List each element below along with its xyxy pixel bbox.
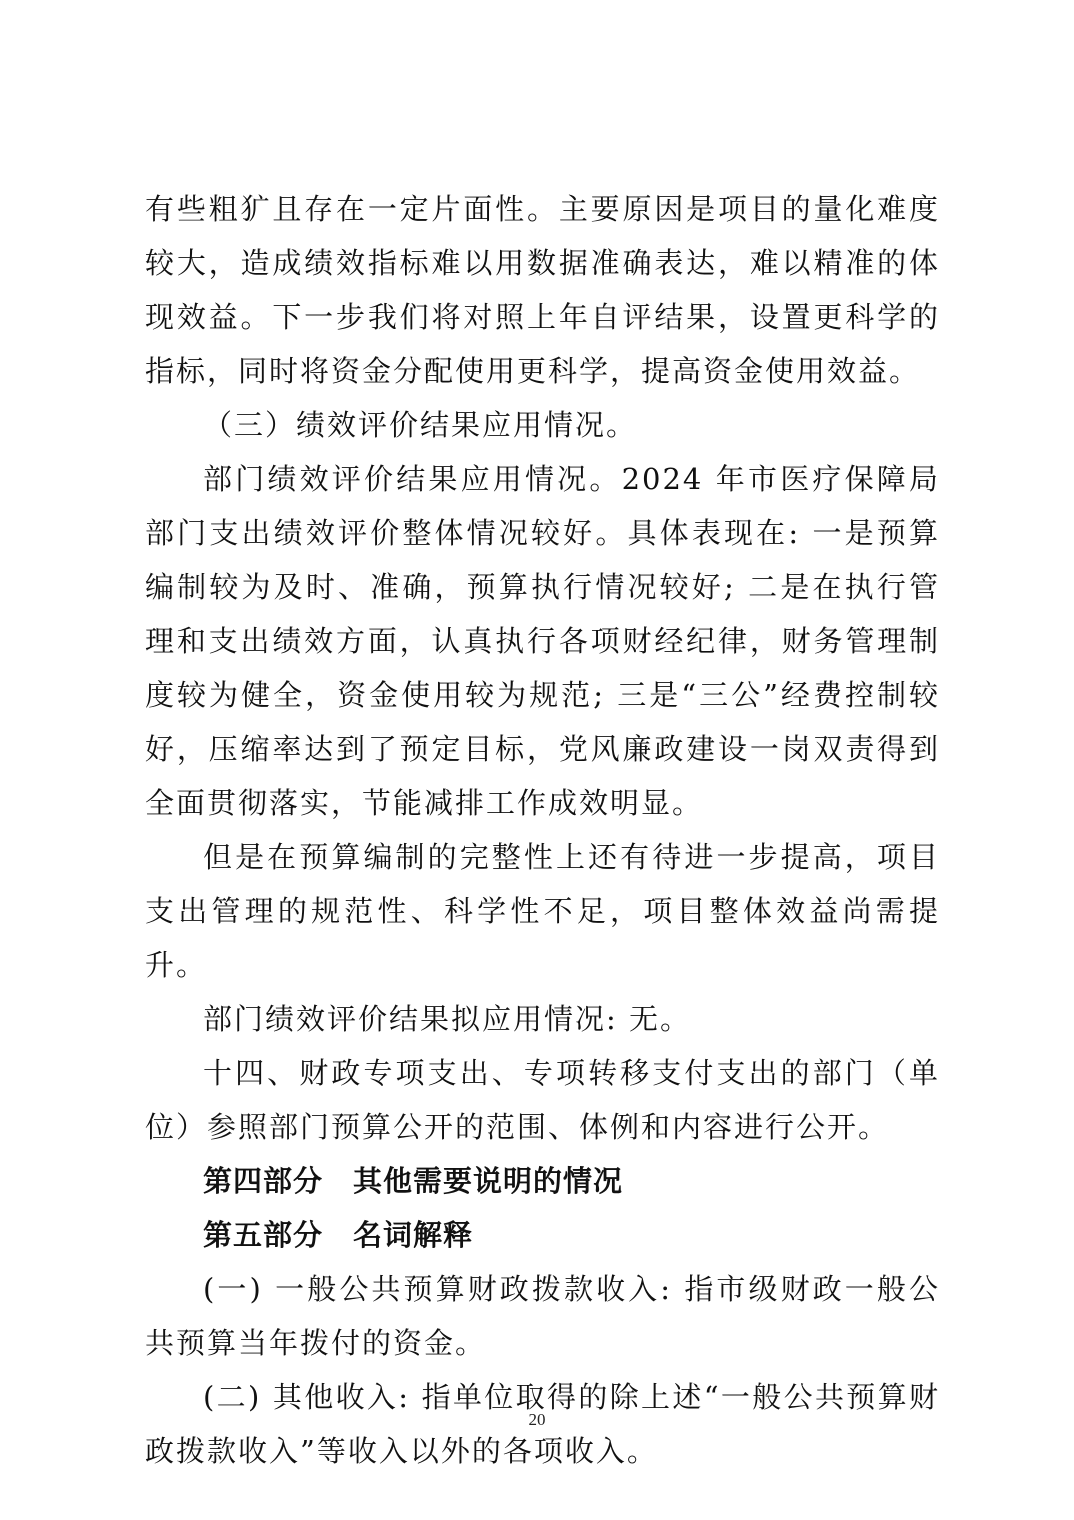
heading-part-four bbox=[145, 1154, 940, 1208]
paragraph-planned-application: 部门绩效评价结果拟应用情况: 无。 bbox=[203, 1002, 691, 1036]
paragraph-improvement-needed: 但是在预算编制的完整性上还有待进一步提高，项目支出管理的规范性、科学性不足，项目整体效益尚需提升。 bbox=[145, 840, 940, 982]
heading-part-four-label: 第四部分 bbox=[203, 1164, 324, 1198]
heading-part-five-label: 第五部分 bbox=[203, 1218, 324, 1252]
heading-part-five bbox=[145, 1208, 940, 1262]
heading-part-four-title: 其他需要说明的情况 bbox=[353, 1164, 624, 1198]
definition-general-budget-income: (一) 一般公共预算财政拨款收入: 指市级财政一般公共预算当年拨付的资金。 bbox=[145, 1272, 940, 1360]
paragraph-conclusion: 有些粗犷且存在一定片面性。主要原因是项目的量化难度较大，造成绩效指标难以用数据准确表达，难以精准的体现效益。下一步我们将对照上年自评结果，设置更科学的指标，同时将资金分配使用更科学，提高资金使用效益。 bbox=[145, 192, 940, 388]
section-subtitle-performance-results: （三）绩效评价结果应用情况。 bbox=[203, 408, 638, 442]
heading-part-five-title: 名词解释 bbox=[353, 1218, 474, 1252]
paragraph-item-fourteen: 十四、财政专项支出、专项转移支付支出的部门（单位）参照部门预算公开的范围、体例和内容进行公开。 bbox=[145, 1056, 940, 1144]
paragraph-results-application: 部门绩效评价结果应用情况。2024 年市医疗保障局部门支出绩效评价整体情况较好。具体表现在: 一是预算编制较为及时、准确，预算执行情况较好; 二是在执行管理和支出绩效方面，认真执行各项财经纪律，财务管理制度较为健全，资金使用较为规范; 三是“三公”经费控制较好，压缩率达到了预定目标，党风廉政建设一岗双责得到全面贯彻落实，节能减排工作成效明显。 bbox=[145, 462, 940, 820]
document-body bbox=[145, 182, 940, 1478]
definition-other-income: (二) 其他收入: 指单位取得的除上述“一般公共预算财政拨款收入”等收入以外的各项收入。 bbox=[145, 1380, 940, 1468]
page-number: 20 bbox=[528, 1410, 546, 1429]
